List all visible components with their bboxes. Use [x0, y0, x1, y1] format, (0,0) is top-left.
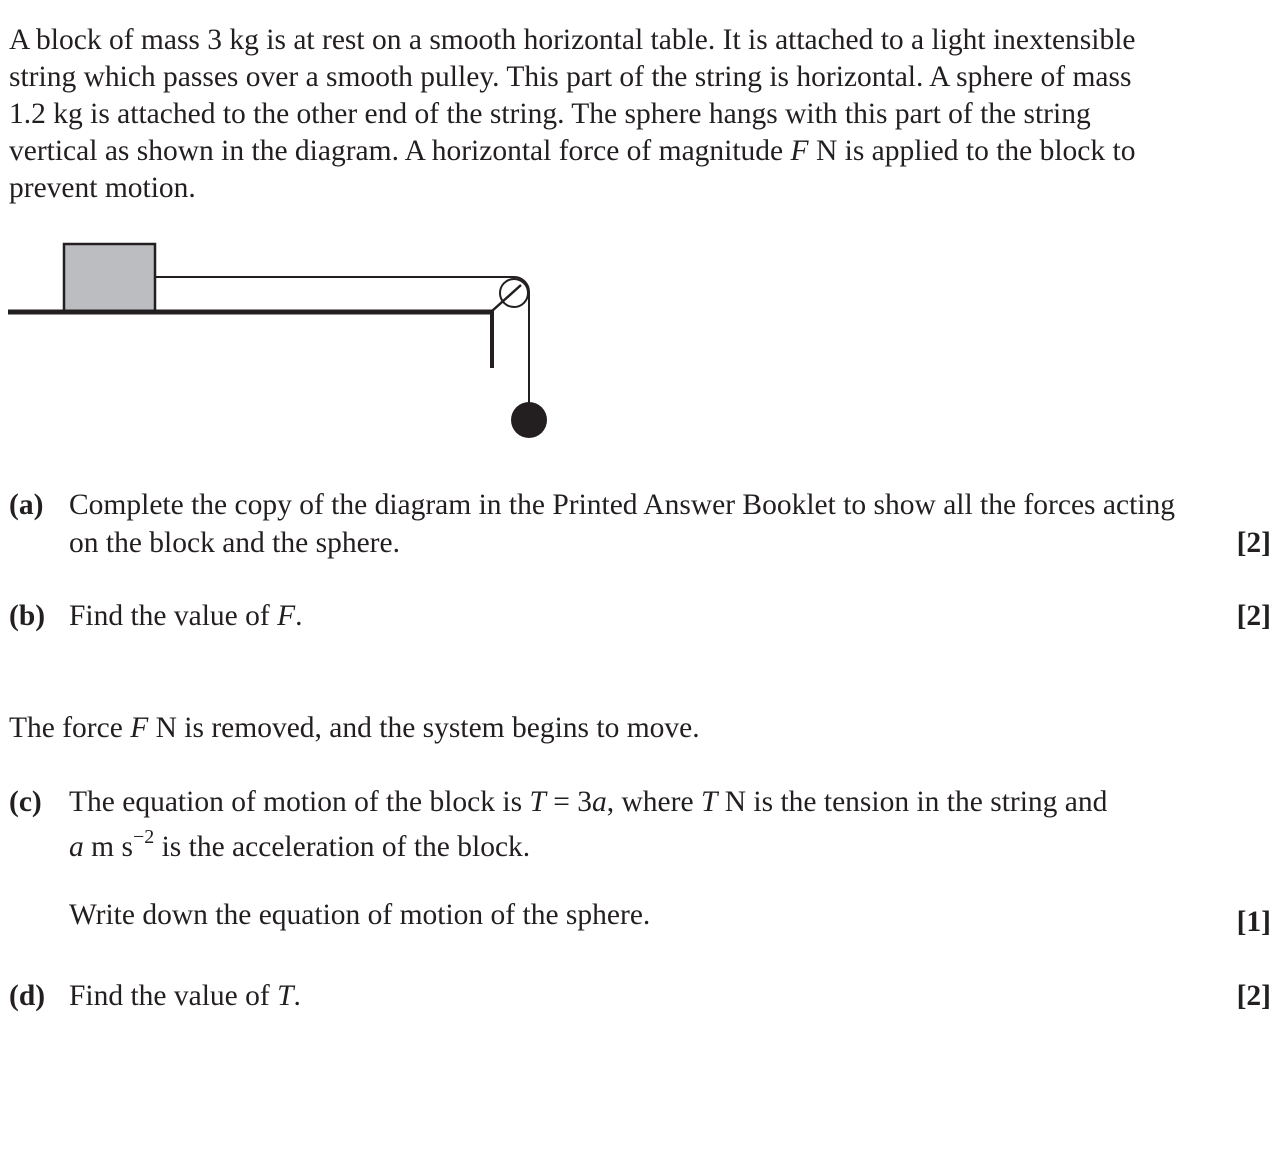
part-label: (d)	[9, 980, 46, 1012]
marks: [1]	[1236, 906, 1271, 938]
pulley-diagram	[0, 230, 600, 450]
pulley	[500, 279, 528, 307]
transition-text: The force F N is removed, and the system begins to move.	[9, 712, 700, 744]
intro-line: vertical as shown in the diagram. A horizontal force of magnitude F N is applied to the block to	[9, 135, 1136, 167]
part-label: (c)	[9, 786, 42, 818]
part-label: (b)	[9, 600, 46, 632]
question-d: (d) Find the value of T. [2]	[9, 977, 1271, 1015]
intro-line: A block of mass 3 kg is at rest on a smooth horizontal table. It is attached to a light inextensible	[9, 24, 1136, 56]
marks: [2]	[1236, 527, 1271, 559]
marks: [2]	[1236, 600, 1271, 632]
question-c: (c) The equation of motion of the block is T = 3a, where T N is the tension in the string and a m $s^{-2}$ is the acceleration of the block. Write down the equation of motion of the sphere. [1]	[9, 783, 1271, 934]
intro-line: string which passes over a smooth pulley. This part of the string is horizontal. A sphere of mass	[9, 61, 1132, 93]
sphere	[511, 402, 547, 438]
question-intro	[9, 22, 1271, 207]
question-b: (b) Find the value of F. [2]	[9, 597, 1271, 635]
part-label: (a)	[9, 489, 44, 521]
marks: [2]	[1236, 980, 1271, 1012]
block	[64, 244, 155, 311]
question-a: (a) Complete the copy of the diagram in the Printed Answer Booklet to show all the forces acting on the block and the sphere. [2]	[9, 486, 1271, 562]
intro-line: 1.2 kg is attached to the other end of the string. The sphere hangs with this part of the string	[9, 98, 1091, 130]
intro-line: prevent motion.	[9, 172, 196, 204]
